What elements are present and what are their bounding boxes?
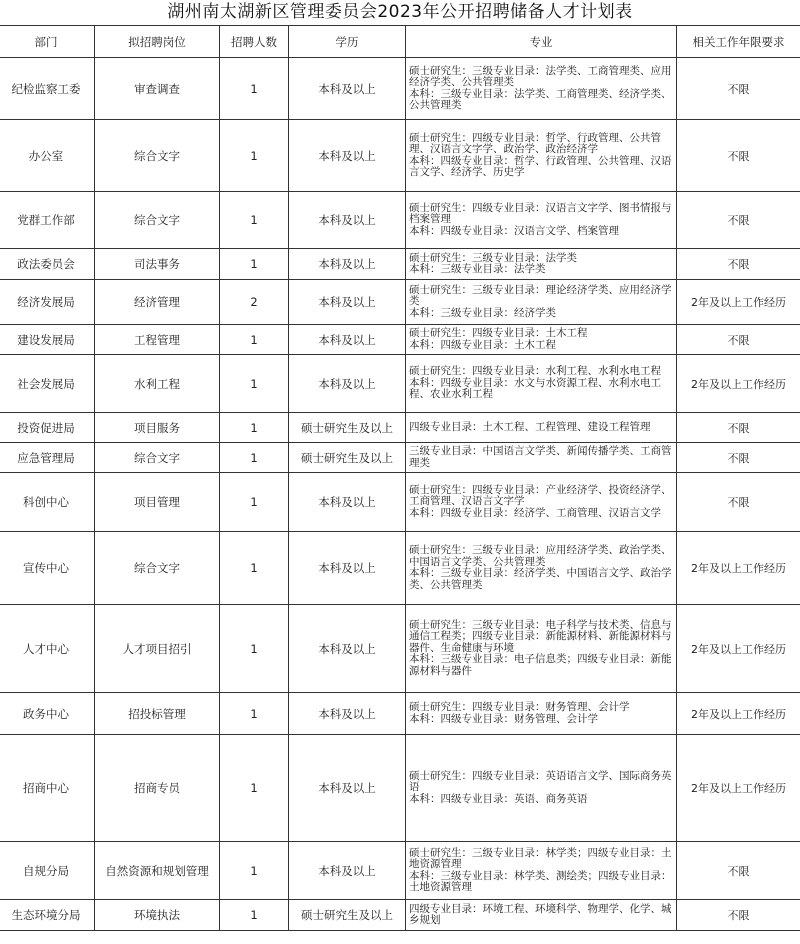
cell-position: 综合文字 bbox=[95, 443, 220, 473]
cell-major: 硕士研究生：四级专业目录：财务管理、会计学 本科：四级专业目录：财务管理、会计学 bbox=[406, 693, 677, 735]
cell-position: 综合文字 bbox=[95, 192, 220, 249]
cell-department: 人才中心 bbox=[0, 605, 95, 693]
cell-experience: 不限 bbox=[677, 120, 800, 192]
cell-experience: 2年及以上工作经历 bbox=[677, 735, 800, 842]
cell-experience: 2年及以上工作经历 bbox=[677, 532, 800, 605]
cell-department: 应急管理局 bbox=[0, 443, 95, 473]
cell-education: 本科及以上 bbox=[289, 605, 406, 693]
cell-major: 硕士研究生：四级专业目录：土木工程 本科：四级专业目录：土木工程 bbox=[406, 325, 677, 355]
cell-count: 1 bbox=[220, 192, 289, 249]
cell-education: 本科及以上 bbox=[289, 249, 406, 280]
cell-position: 项目管理 bbox=[95, 473, 220, 532]
cell-education: 硕士研究生及以上 bbox=[289, 900, 406, 931]
cell-experience: 不限 bbox=[677, 249, 800, 280]
table-row bbox=[0, 532, 800, 605]
cell-experience: 不限 bbox=[677, 58, 800, 120]
cell-department: 纪检监察工委 bbox=[0, 58, 95, 120]
cell-department: 科创中心 bbox=[0, 473, 95, 532]
cell-experience: 不限 bbox=[677, 900, 800, 931]
cell-education: 本科及以上 bbox=[289, 842, 406, 900]
cell-count: 1 bbox=[220, 413, 289, 443]
cell-education: 本科及以上 bbox=[289, 735, 406, 842]
cell-department: 经济发展局 bbox=[0, 280, 95, 325]
cell-education: 本科及以上 bbox=[289, 120, 406, 192]
cell-major: 四级专业目录：环境工程、环境科学、物理学、化学、城乡规划 bbox=[406, 900, 677, 931]
cell-count: 1 bbox=[220, 532, 289, 605]
table-row bbox=[0, 58, 800, 120]
cell-count: 1 bbox=[220, 443, 289, 473]
cell-experience: 2年及以上工作经历 bbox=[677, 280, 800, 325]
header-education: 学历 bbox=[289, 26, 406, 58]
cell-major: 硕士研究生：三级专业目录：法学类 本科：三级专业目录：法学类 bbox=[406, 249, 677, 280]
cell-education: 本科及以上 bbox=[289, 325, 406, 355]
cell-position: 水利工程 bbox=[95, 355, 220, 413]
table-row bbox=[0, 280, 800, 325]
table-row bbox=[0, 735, 800, 842]
cell-education: 本科及以上 bbox=[289, 192, 406, 249]
cell-experience: 不限 bbox=[677, 192, 800, 249]
header-position: 拟招聘岗位 bbox=[95, 26, 220, 58]
table-row bbox=[0, 900, 800, 931]
table-row bbox=[0, 842, 800, 900]
cell-count: 1 bbox=[220, 473, 289, 532]
cell-department: 建设发展局 bbox=[0, 325, 95, 355]
cell-position: 环境执法 bbox=[95, 900, 220, 931]
cell-position: 招商专员 bbox=[95, 735, 220, 842]
cell-count: 1 bbox=[220, 693, 289, 735]
cell-experience: 不限 bbox=[677, 325, 800, 355]
cell-position: 招投标管理 bbox=[95, 693, 220, 735]
cell-position: 审查调查 bbox=[95, 58, 220, 120]
cell-department: 生态环境分局 bbox=[0, 900, 95, 931]
cell-experience: 2年及以上工作经历 bbox=[677, 605, 800, 693]
table-header-row bbox=[0, 26, 800, 58]
cell-department: 政务中心 bbox=[0, 693, 95, 735]
cell-department: 宣传中心 bbox=[0, 532, 95, 605]
table-row bbox=[0, 325, 800, 355]
header-experience: 相关工作年限要求 bbox=[677, 26, 800, 58]
cell-department: 办公室 bbox=[0, 120, 95, 192]
cell-experience: 不限 bbox=[677, 842, 800, 900]
cell-position: 人才项目招引 bbox=[95, 605, 220, 693]
cell-count: 2 bbox=[220, 280, 289, 325]
cell-count: 1 bbox=[220, 842, 289, 900]
cell-education: 本科及以上 bbox=[289, 280, 406, 325]
cell-education: 硕士研究生及以上 bbox=[289, 413, 406, 443]
header-major: 专业 bbox=[406, 26, 677, 58]
cell-major: 四级专业目录：土木工程、工程管理、建设工程管理 bbox=[406, 413, 677, 443]
cell-department: 政法委员会 bbox=[0, 249, 95, 280]
cell-major: 硕士研究生：四级专业目录：汉语言文字学、图书情报与档案管理 本科：四级专业目录：汉语言文学、档案管理 bbox=[406, 192, 677, 249]
cell-count: 1 bbox=[220, 249, 289, 280]
header-count: 招聘人数 bbox=[220, 26, 289, 58]
cell-major: 硕士研究生：三级专业目录：应用经济学类、政治学类、中国语言文学类、公共管理类 本科：三级专业目录：经济学类、中国语言文学、政治学类、公共管理类 bbox=[406, 532, 677, 605]
table-row bbox=[0, 605, 800, 693]
cell-department: 投资促进局 bbox=[0, 413, 95, 443]
cell-department: 社会发展局 bbox=[0, 355, 95, 413]
cell-major: 硕士研究生：三级专业目录：电子科学与技术类、信息与通信工程类；四级专业目录：新能源材料、新能源材料与器件、生命健康与环境 本科：三级专业目录：电子信息类；四级专业目录：新能源材料与器件 bbox=[406, 605, 677, 693]
table-row bbox=[0, 693, 800, 735]
cell-education: 本科及以上 bbox=[289, 473, 406, 532]
cell-department: 党群工作部 bbox=[0, 192, 95, 249]
table-row bbox=[0, 192, 800, 249]
cell-count: 1 bbox=[220, 355, 289, 413]
cell-major: 硕士研究生：四级专业目录：水利工程、水利水电工程 本科：四级专业目录：水文与水资源工程、水利水电工程、农业水利工程 bbox=[406, 355, 677, 413]
cell-count: 1 bbox=[220, 120, 289, 192]
cell-position: 综合文字 bbox=[95, 532, 220, 605]
cell-education: 本科及以上 bbox=[289, 355, 406, 413]
table-row bbox=[0, 355, 800, 413]
cell-experience: 不限 bbox=[677, 443, 800, 473]
table-row bbox=[0, 120, 800, 192]
cell-position: 司法事务 bbox=[95, 249, 220, 280]
cell-department: 招商中心 bbox=[0, 735, 95, 842]
cell-count: 1 bbox=[220, 58, 289, 120]
cell-experience: 不限 bbox=[677, 413, 800, 443]
cell-major: 硕士研究生：三级专业目录：法学类、工商管理类、应用经济学类、公共管理类 本科：三级专业目录：法学类、工商管理类、经济学类、公共管理类 bbox=[406, 58, 677, 120]
cell-experience: 2年及以上工作经历 bbox=[677, 693, 800, 735]
table-row bbox=[0, 249, 800, 280]
cell-major: 三级专业目录：中国语言文学类、新闻传播学类、工商管理类 bbox=[406, 443, 677, 473]
cell-major: 硕士研究生：四级专业目录：哲学、行政管理、公共管理、汉语言文字学、政治学、政治经济学 本科：四级专业目录：哲学、行政管理、公共管理、汉语言文学、经济学、历史学 bbox=[406, 120, 677, 192]
cell-position: 工程管理 bbox=[95, 325, 220, 355]
cell-count: 1 bbox=[220, 325, 289, 355]
cell-position: 经济管理 bbox=[95, 280, 220, 325]
cell-experience: 不限 bbox=[677, 473, 800, 532]
cell-major: 硕士研究生：四级专业目录：产业经济学、投资经济学、工商管理、汉语言文字学 本科：四级专业目录：经济学、工商管理、汉语言文学 bbox=[406, 473, 677, 532]
cell-count: 1 bbox=[220, 900, 289, 931]
table-row bbox=[0, 413, 800, 443]
cell-count: 1 bbox=[220, 735, 289, 842]
cell-major: 硕士研究生：三级专业目录：理论经济学类、应用经济学类 本科：三级专业目录：经济学类 bbox=[406, 280, 677, 325]
cell-education: 硕士研究生及以上 bbox=[289, 443, 406, 473]
cell-major: 硕士研究生：四级专业目录：英语语言文学、国际商务英语 本科：四级专业目录：英语、商务英语 bbox=[406, 735, 677, 842]
recruitment-table bbox=[0, 25, 800, 931]
table-row bbox=[0, 443, 800, 473]
cell-count: 1 bbox=[220, 605, 289, 693]
cell-education: 本科及以上 bbox=[289, 532, 406, 605]
cell-education: 本科及以上 bbox=[289, 58, 406, 120]
table-row bbox=[0, 473, 800, 532]
cell-position: 项目服务 bbox=[95, 413, 220, 443]
cell-position: 综合文字 bbox=[95, 120, 220, 192]
page-title: 湖州南太湖新区管理委员会2023年公开招聘储备人才计划表 bbox=[167, 2, 633, 22]
cell-experience: 2年及以上工作经历 bbox=[677, 355, 800, 413]
cell-education: 本科及以上 bbox=[289, 693, 406, 735]
cell-department: 自规分局 bbox=[0, 842, 95, 900]
cell-position: 自然资源和规划管理 bbox=[95, 842, 220, 900]
header-department: 部门 bbox=[0, 26, 95, 58]
cell-major: 硕士研究生：三级专业目录：林学类；四级专业目录：土地资源管理 本科：三级专业目录：林学类、测绘类；四级专业目录：土地资源管理 bbox=[406, 842, 677, 900]
